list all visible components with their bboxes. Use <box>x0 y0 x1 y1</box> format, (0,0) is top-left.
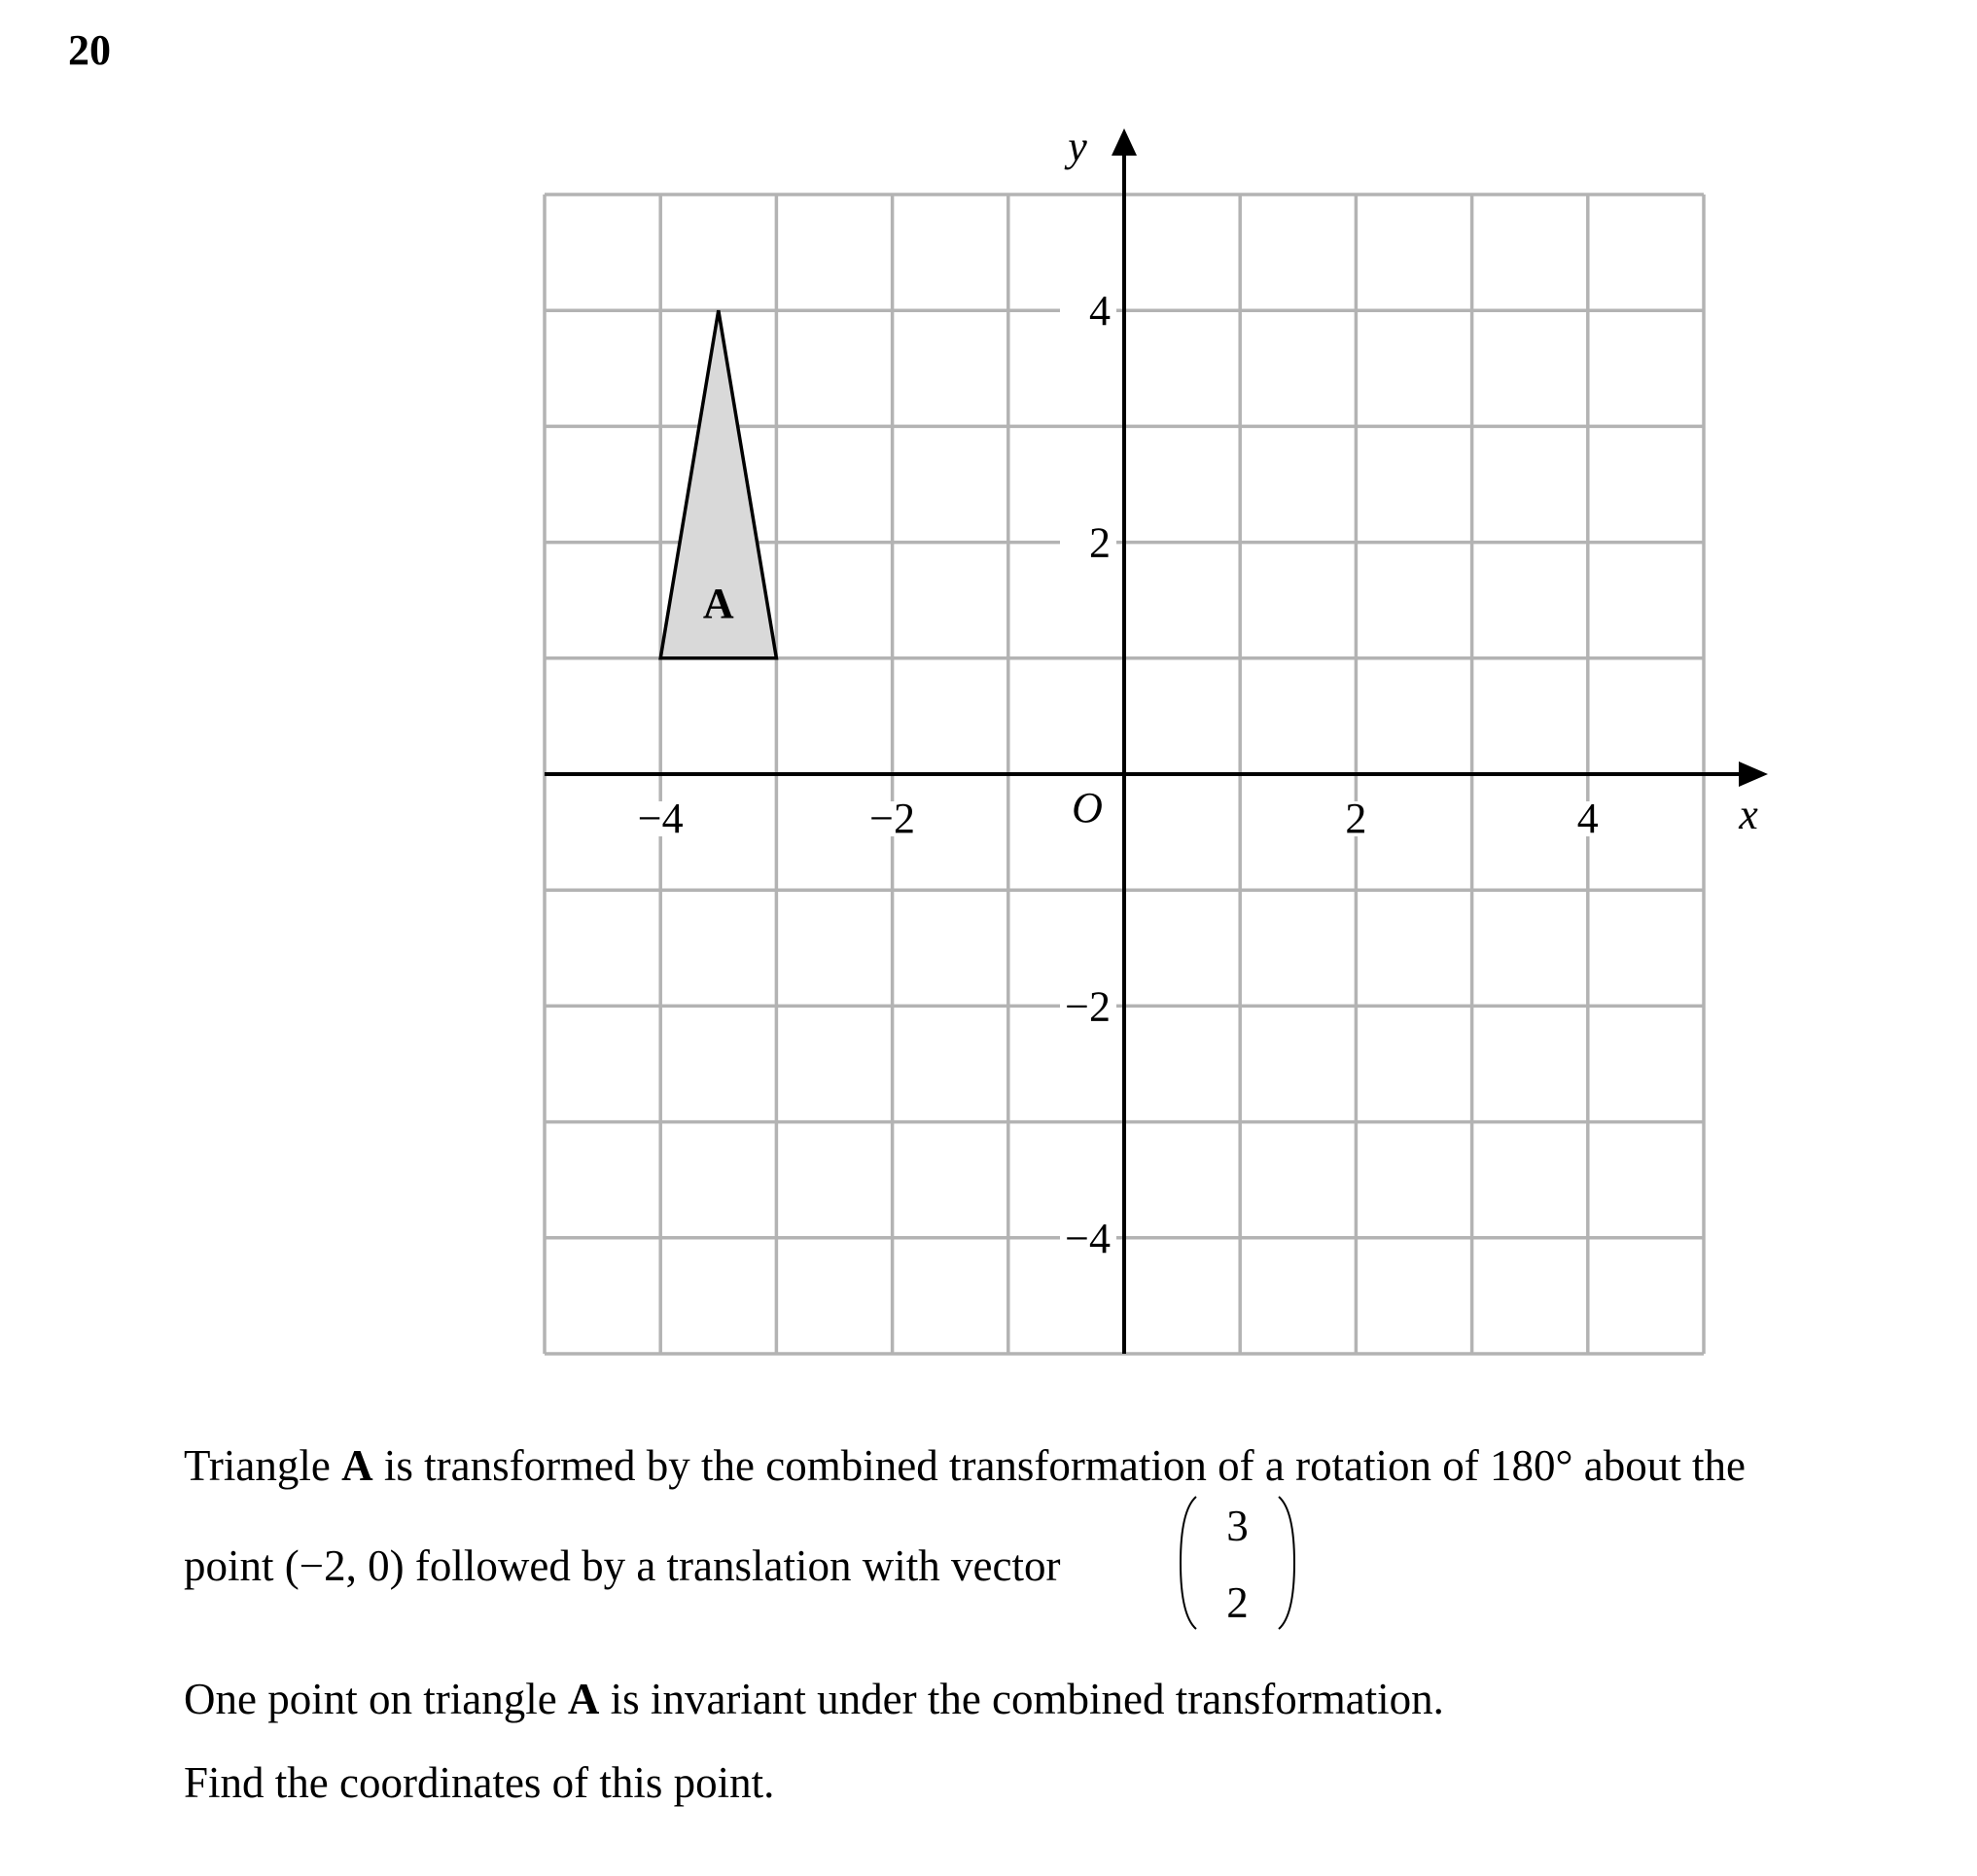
y-tick-label: 2 <box>1089 518 1111 567</box>
vector-top-component: 3 <box>1226 1502 1249 1550</box>
x-tick-label: −2 <box>869 795 916 842</box>
question-text-line-2: point (−2, 0) followed by a translation with vector <box>184 1541 1061 1590</box>
axes <box>545 123 1768 1354</box>
vector-bottom-component: 2 <box>1226 1578 1249 1627</box>
x-axis-label: x <box>1739 791 1758 838</box>
y-axis-arrow <box>1112 128 1137 156</box>
question-text-line-3: One point on triangle A is invariant under the combined transformation. <box>184 1675 1444 1723</box>
x-tick-label: 2 <box>1345 795 1367 842</box>
question-number: 20 <box>68 26 111 74</box>
translation-vector <box>1177 1493 1298 1634</box>
x-tick-label: 4 <box>1576 795 1599 842</box>
question-text-line-4: Find the coordinates of this point. <box>184 1758 775 1807</box>
y-tick-label: 4 <box>1089 287 1111 336</box>
y-tick-label: −2 <box>1065 982 1111 1031</box>
triangle-label: A <box>702 580 734 628</box>
x-tick-label: −4 <box>637 795 684 842</box>
triangle-a <box>660 310 776 658</box>
x-axis-arrow <box>1739 761 1768 787</box>
triangle-label-inline: A <box>567 1675 600 1723</box>
triangle-label-inline: A <box>341 1441 373 1490</box>
origin-label: O <box>1072 784 1103 832</box>
y-tick-label: −4 <box>1065 1214 1111 1262</box>
y-axis-label: y <box>1068 123 1087 170</box>
question-text-line-1: Triangle A is transformed by the combined transformation of a rotation of 180° about the <box>184 1441 1746 1490</box>
